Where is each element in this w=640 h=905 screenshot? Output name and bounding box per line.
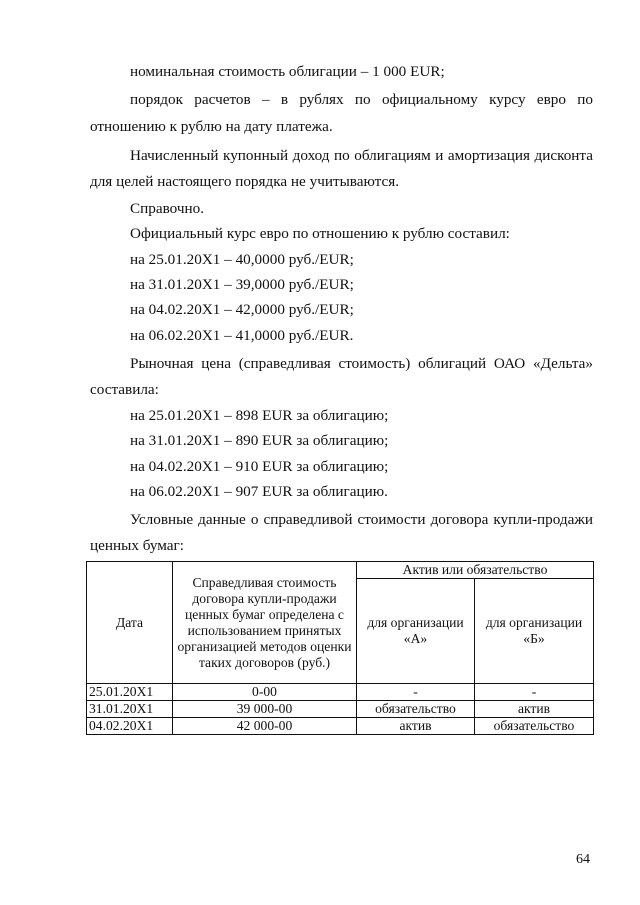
header-asset-liability: Актив или обязательство [357, 562, 594, 579]
header-org-a: для организации «А» [357, 579, 475, 684]
table-row [87, 718, 594, 735]
fair-value-table [86, 561, 594, 735]
cell-date: 31.01.20X1 [87, 701, 173, 718]
cell-value: 39 000-00 [173, 701, 357, 718]
cell-org-a: - [357, 684, 475, 701]
header-date: Дата [87, 562, 173, 684]
text-line: на 04.02.20X1 – 910 EUR за облигацию; [130, 458, 389, 475]
text-line: на 25.01.20X1 – 898 EUR за облигацию; [130, 407, 389, 424]
text-line: на 04.02.20X1 – 42,0000 руб./EUR; [130, 301, 354, 318]
text-line: отношению к рублю на дату платежа. [90, 118, 333, 135]
text-line: составила: [90, 381, 159, 398]
cell-org-b: обязательство [475, 718, 594, 735]
cell-org-a: актив [357, 718, 475, 735]
table-row [87, 701, 594, 718]
text-line: номинальная стоимость облигации – 1 000 EUR; [130, 63, 445, 80]
text-line: на 31.01.20X1 – 890 EUR за облигацию; [130, 432, 389, 449]
header-org-b: для организации «Б» [475, 579, 594, 684]
header-fair-value: Справедливая стоимость договора купли-продажи ценных бумаг определена с использованием принятых организацией методов оценки таких договоров (руб.) [173, 562, 357, 684]
table-row [87, 684, 594, 701]
text-line: Официальный курс евро по отношению к рублю составил: [130, 225, 510, 242]
text-line: ценных бумаг: [90, 537, 184, 554]
text-line: на 06.02.20X1 – 907 EUR за облигацию. [130, 483, 388, 500]
cell-org-b: - [475, 684, 594, 701]
text-line: для целей настоящего порядка не учитываются. [90, 173, 399, 190]
text-line: Условные данные о справедливой стоимости договора купли-продажи [130, 511, 593, 528]
cell-date: 04.02.20X1 [87, 718, 173, 735]
cell-date: 25.01.20X1 [87, 684, 173, 701]
cell-value: 0-00 [173, 684, 357, 701]
page-number: 64 [576, 852, 590, 867]
text-line: Рыночная цена (справедливая стоимость) облигаций ОАО «Дельта» [130, 355, 593, 372]
text-line: на 06.02.20X1 – 41,0000 руб./EUR. [130, 327, 354, 344]
text-line: на 25.01.20X1 – 40,0000 руб./EUR; [130, 251, 354, 268]
text-line: Справочно. [130, 200, 205, 217]
cell-org-b: актив [475, 701, 594, 718]
cell-value: 42 000-00 [173, 718, 357, 735]
text-line: Начисленный купонный доход по облигациям и амортизация дисконта [130, 147, 593, 164]
text-line: порядок расчетов – в рублях по официальному курсу евро по [130, 91, 593, 108]
text-line: на 31.01.20X1 – 39,0000 руб./EUR; [130, 276, 354, 293]
cell-org-a: обязательство [357, 701, 475, 718]
